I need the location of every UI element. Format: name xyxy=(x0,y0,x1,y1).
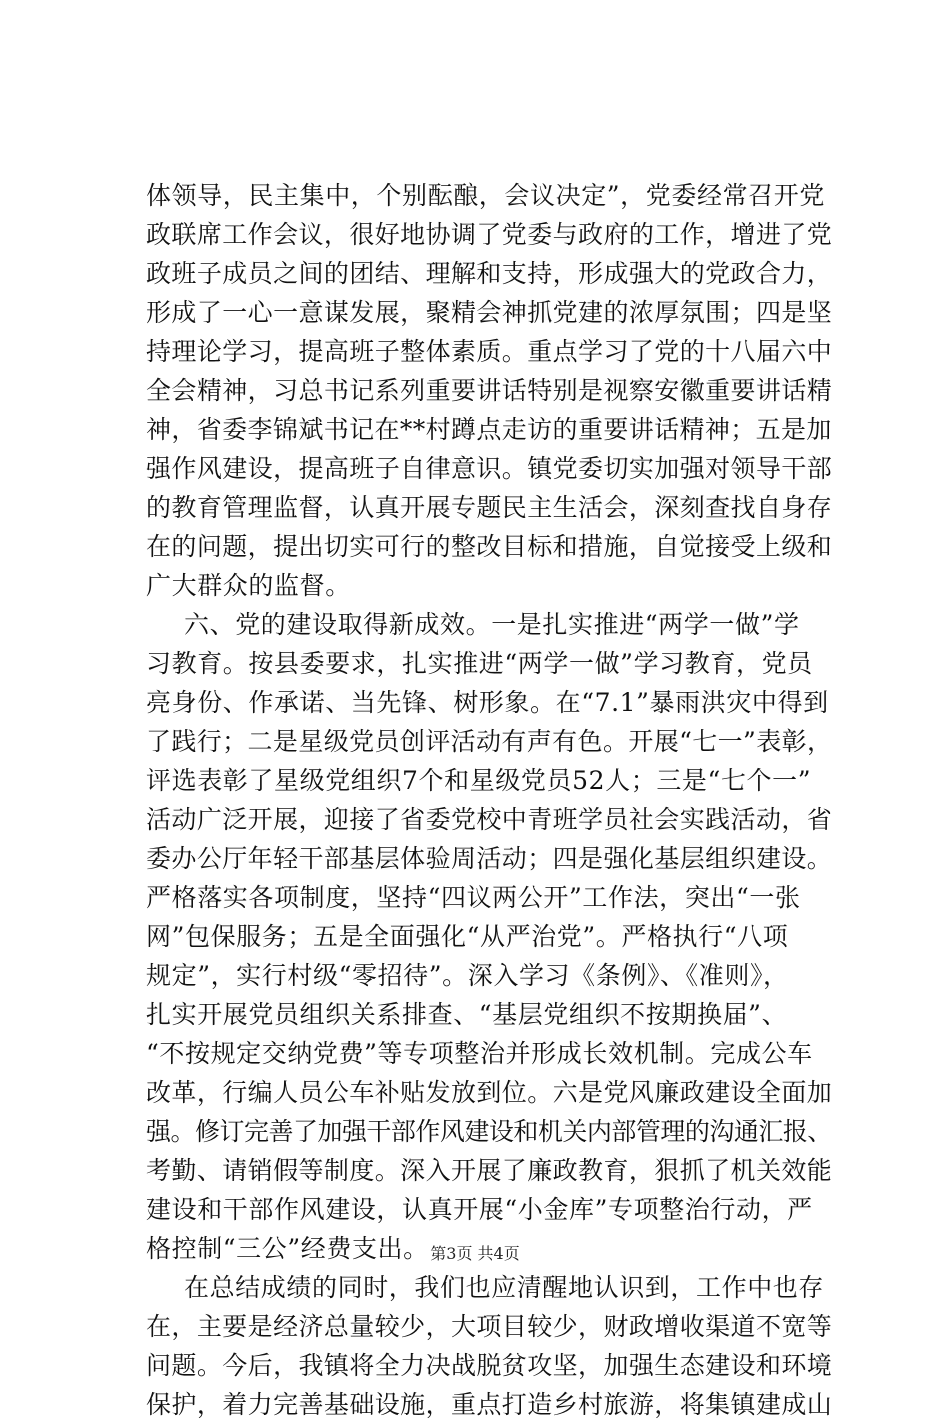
text-line: 考勤、请销假等制度。深入开展了廉政教育，狠抓了机关效能 xyxy=(146,1156,833,1185)
text-line: 规定”，实行村级“零招待”。深入学习《条例》、《准则》， xyxy=(146,961,789,990)
text-line: 政班子成员之间的团结、理解和支持，形成强大的党政合力， xyxy=(146,259,833,288)
text-line: 习教育。按县委要求，扎实推进“两学一做”学习教育，党员 xyxy=(146,649,813,678)
page-number-footer: 第3页 共4页 xyxy=(430,1244,520,1263)
text-line: 神，省委李锦斌书记在**村蹲点走访的重要讲话精神；五是加 xyxy=(146,415,832,444)
text-line: “不按规定交纳党费”等专项整治并形成长效机制。完成公车 xyxy=(146,1039,813,1068)
text-line: 全会精神，习总书记系列重要讲话特别是视察安徽重要讲话精 xyxy=(146,376,833,405)
text-line: 在的问题，提出切实可行的整改目标和措施，自觉接受上级和 xyxy=(146,532,833,561)
text-line: 活动广泛开展，迎接了省委党校中青班学员社会实践活动，省 xyxy=(146,805,833,834)
text-line: 网”包保服务；五是全面强化“从严治党”。严格执行“八项 xyxy=(146,922,789,951)
text-line: 格控制“三公”经费支出。 xyxy=(146,1234,429,1263)
text-line: 扎实开展党员组织关系排查、“基层党组织不按期换届”、 xyxy=(146,1000,788,1029)
text-line: 持理论学习，提高班子整体素质。重点学习了党的十八届六中 xyxy=(146,337,833,366)
text-line: 强。修订完善了加强干部作风建设和机关内部管理的沟通汇报、 xyxy=(146,1117,832,1146)
text-line: 广大群众的监督。 xyxy=(146,571,351,600)
text-line: 严格落实各项制度，坚持“四议两公开”工作法，突出“一张 xyxy=(146,883,801,912)
text-line: 在，主要是经济总量较少，大项目较少，财政增收渠道不宽等 xyxy=(146,1312,833,1341)
text-line: 改革，行编人员公车补贴发放到位。六是党风廉政建设全面加 xyxy=(146,1078,833,1107)
text-line: 委办公厅年轻干部基层体验周活动；四是强化基层组织建设。 xyxy=(146,844,833,873)
paragraph-start-line: 六、党的建设取得新成效。一是扎实推进“两学一做”学 xyxy=(184,610,800,639)
document-body xyxy=(146,176,832,1424)
text-line: 形成了一心一意谋发展，聚精会神抓党建的浓厚氛围；四是坚 xyxy=(146,298,833,327)
text-line: 体领导，民主集中，个别酝酿，会议决定”，党委经常召开党 xyxy=(146,181,825,210)
text-line: 建设和干部作风建设，认真开展“小金库”专项整治行动，严 xyxy=(146,1195,813,1224)
text-line: 亮身份、作承诺、当先锋、树形象。在“7.1”暴雨洪灾中得到 xyxy=(146,688,829,717)
text-line: 了践行；二是星级党员创评活动有声有色。开展“七一”表彰， xyxy=(146,727,833,756)
text-line: 的教育管理监督，认真开展专题民主生活会，深刻查找自身存 xyxy=(146,493,833,522)
text-line: 强作风建设，提高班子自律意识。镇党委切实加强对领导干部 xyxy=(146,454,833,483)
text-line: 保护，着力完善基础设施，重点打造乡村旅游，将集镇建成山 xyxy=(146,1390,833,1419)
text-line: 评选表彰了星级党组织7个和星级党员52人；三是“七个一” xyxy=(146,766,812,795)
text-line: 问题。今后，我镇将全力决战脱贫攻坚，加强生态建设和环境 xyxy=(146,1351,833,1380)
paragraph-start-line: 在总结成绩的同时，我们也应清醒地认识到，工作中也存 xyxy=(184,1273,825,1302)
text-line: 政联席工作会议，很好地协调了党委与政府的工作，增进了党 xyxy=(146,220,833,249)
